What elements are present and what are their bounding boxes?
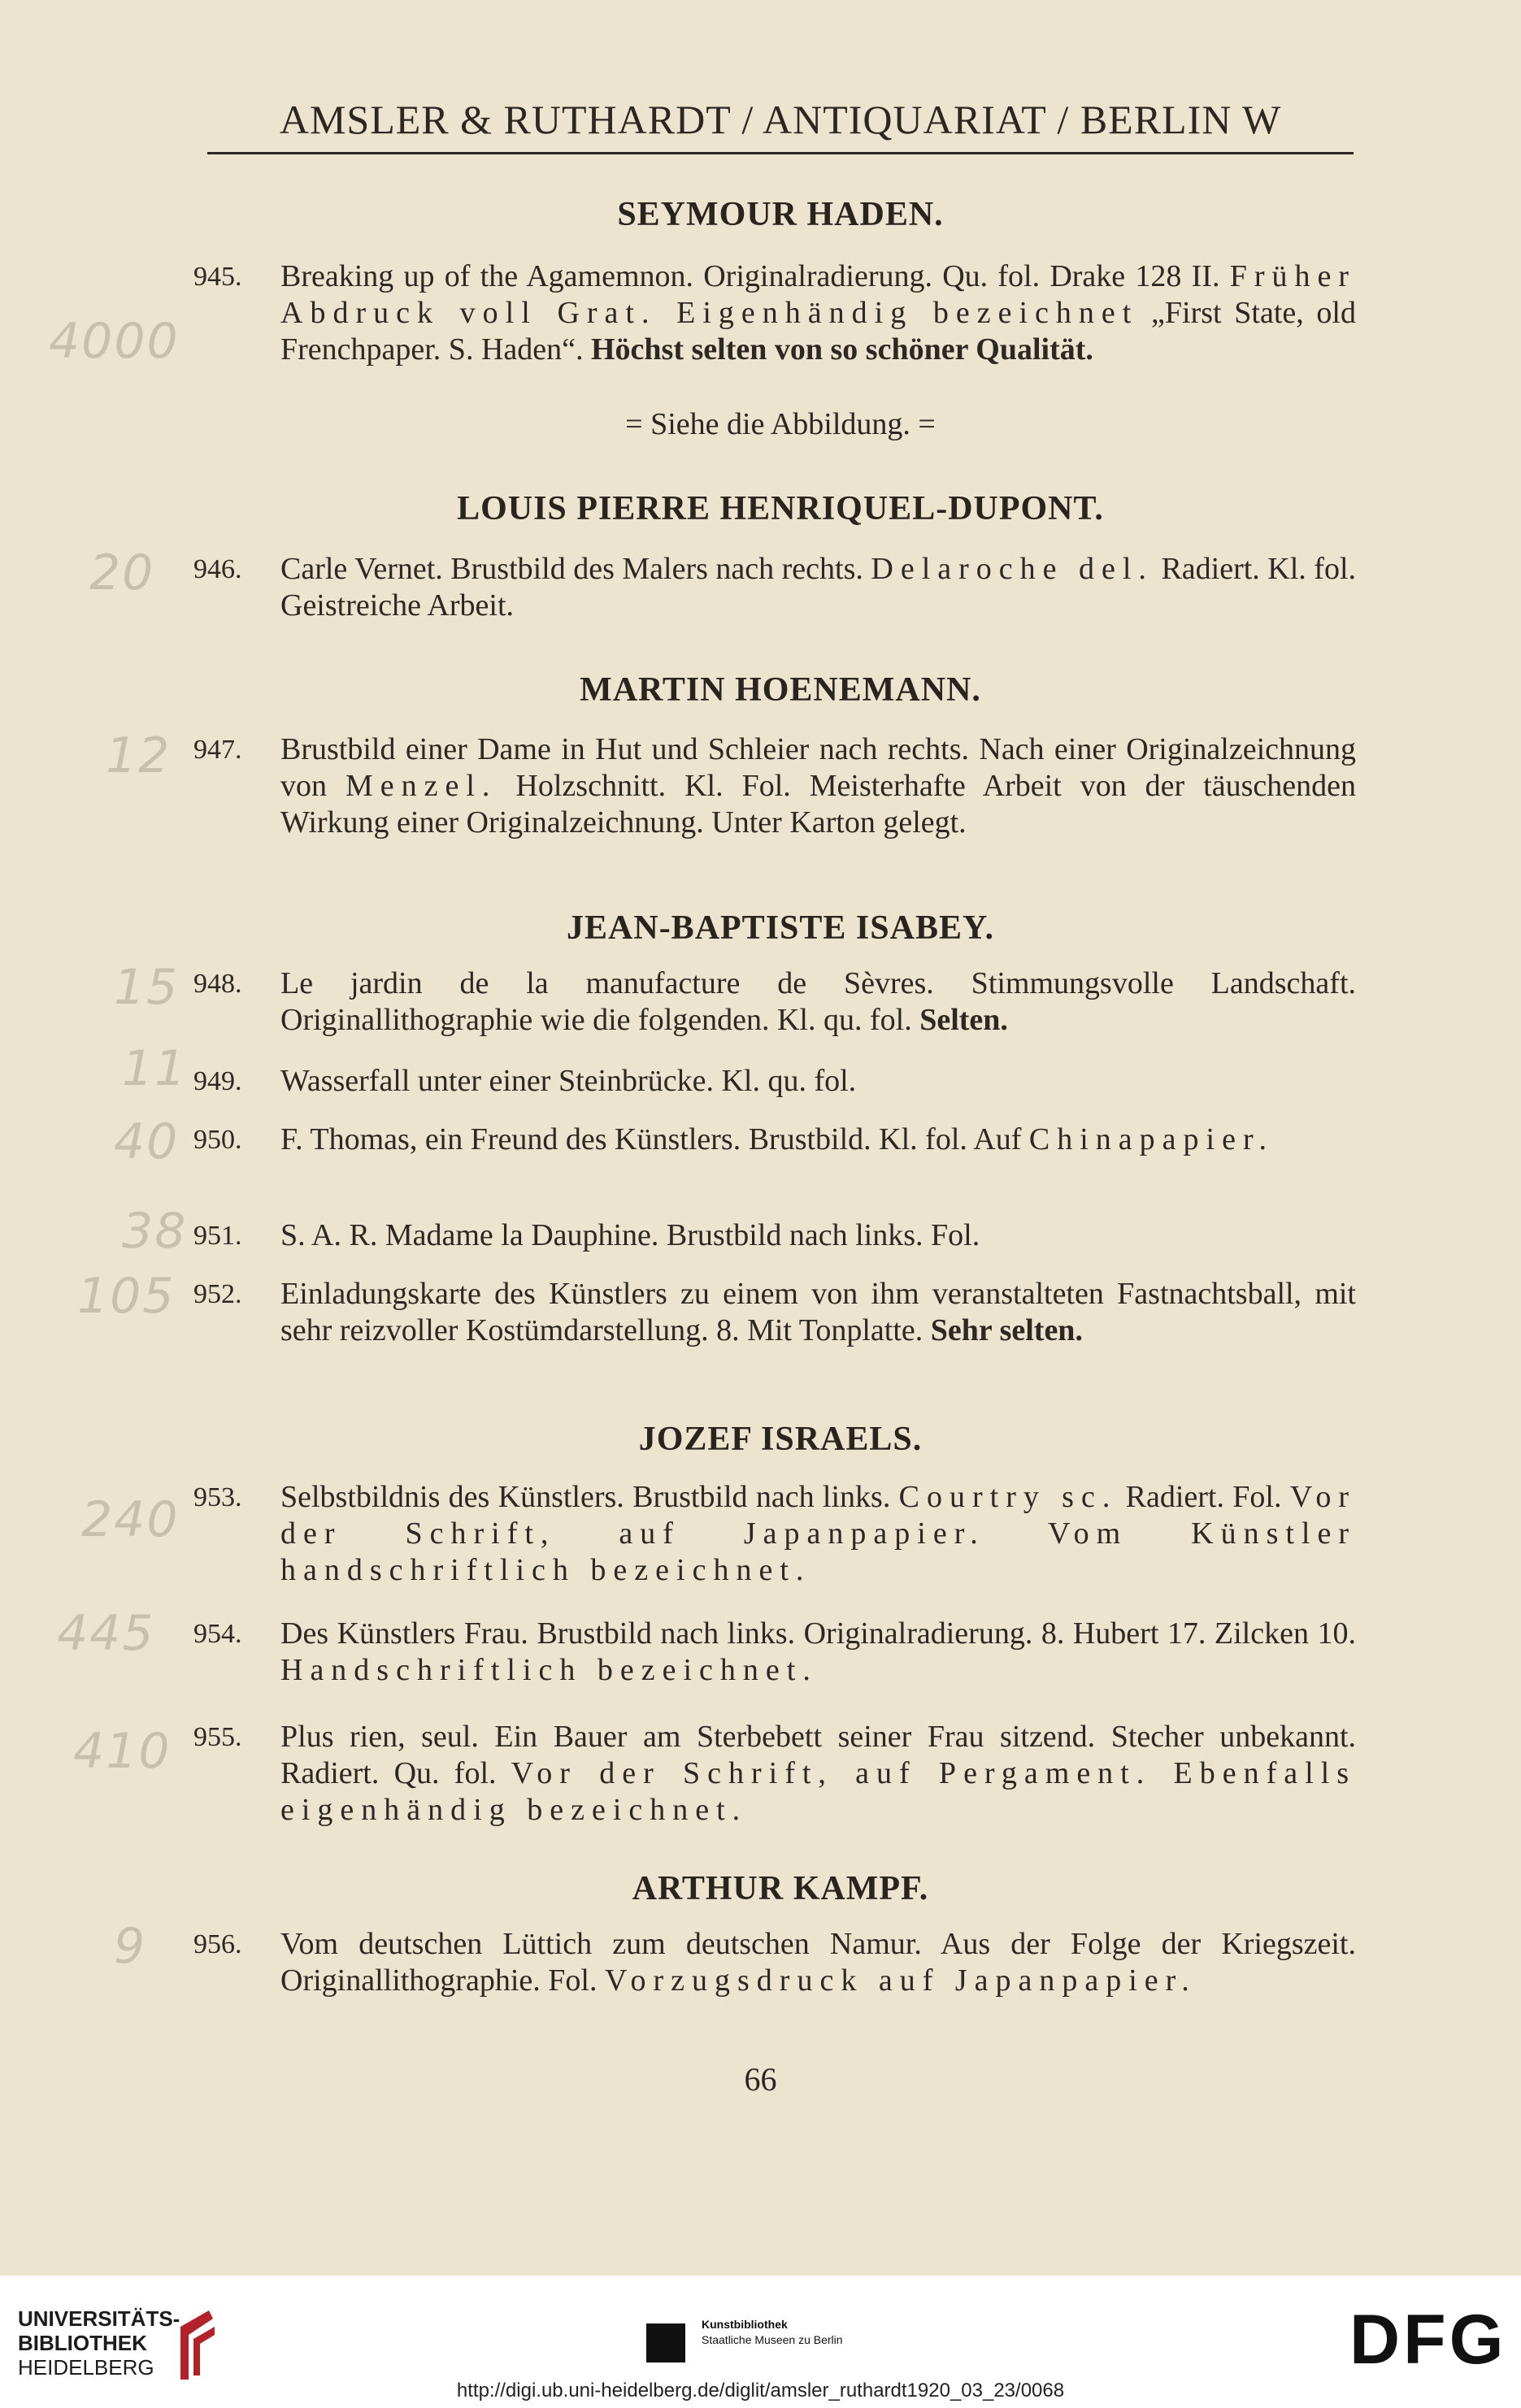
entry-number: 953.: [193, 1482, 242, 1512]
entry-description: Le jardin de la manufacture de Sèvres. Stimmungsvolle Landschaft. Originallithographie wie die folgenden. Kl. qu. fol.: [280, 966, 1356, 1037]
entry-spaced-text: Vorzugsdruck auf Japanpapier.: [604, 1963, 1197, 1998]
entry-spaced-text: Menzel.: [345, 769, 498, 803]
entry-description: Plus rien, seul. Ein Bauer am Sterbebett seiner Frau sitzend. Stecher unbekannt. Radiert. Qu. fol.: [280, 1720, 1356, 1790]
catalogue-entry-952: [193, 1276, 1356, 1349]
catalogue-entry-946: [193, 551, 1356, 624]
dfg-logo: DFG: [1349, 2301, 1507, 2379]
pencil-price: 20: [89, 545, 155, 601]
entry-spaced-text: Früher Abdruck voll Grat. Eigenhändig bezeichnet: [280, 259, 1357, 330]
catalogue-entry-953: [193, 1479, 1356, 1589]
permalink-url[interactable]: http://digi.ub.uni-heidelberg.de/diglit/amsler_ruthardt1920_03_23/0068: [456, 2380, 1065, 2401]
running-head: AMSLER & RUTHARDT / ANTIQUARIAT / BERLIN W: [279, 97, 1282, 142]
entry-description: Radiert. Kl. fol. Geistreiche Arbeit.: [280, 552, 1356, 623]
ub-emblem-icon: [164, 2306, 221, 2384]
section-heading: JEAN-BAPTISTE ISABEY.: [567, 909, 994, 947]
ub-logo-line: UNIVERSITÄTS-: [18, 2306, 180, 2331]
entry-spaced-text: Handschriftlich bezeichnet.: [280, 1653, 818, 1687]
entry-number: 954.: [193, 1619, 242, 1649]
entry-description: Holzschnitt. Kl. Fol. Meisterhafte Arbeit von der täuschenden Wirkung einer Originalzeichnung. Unter Karton gelegt.: [280, 769, 1356, 840]
entry-text: [280, 1276, 1356, 1349]
entry-number: 956.: [193, 1929, 242, 1959]
entry-number: 955.: [193, 1722, 242, 1752]
entry-text: [280, 731, 1356, 841]
pencil-price: 105: [77, 1268, 176, 1325]
entry-number: 950.: [193, 1125, 242, 1155]
catalogue-entry-951: [193, 1217, 1356, 1254]
entry-number: 951.: [193, 1221, 242, 1251]
entry-text: [280, 1719, 1356, 1829]
entry-description: F. Thomas, ein Freund des Künstlers. Brustbild. Kl. fol. Auf: [280, 1122, 1022, 1156]
pencil-price: 9: [114, 1918, 147, 1975]
catalogue-entry-949: [193, 1063, 1356, 1100]
entry-spaced-text: Delaroche del.: [871, 552, 1154, 586]
entry-number: 952.: [193, 1279, 242, 1309]
entry-text: [280, 1926, 1356, 1999]
entry-spaced-text: Courtry sc.: [898, 1480, 1118, 1514]
kunstbibliothek-mark-icon: [646, 2323, 685, 2362]
section-heading: ARTHUR KAMPF.: [632, 1870, 929, 1907]
catalogue-entry-955: [193, 1719, 1356, 1829]
entry-description: Carle Vernet. Brustbild des Malers nach rechts.: [280, 552, 863, 586]
catalogue-entry-945: [193, 258, 1356, 368]
pencil-price: 4000: [49, 313, 180, 370]
entry-text: [280, 1479, 1356, 1589]
entry-description: Des Künstlers Frau. Brustbild nach links. Originalradierung. 8. Hubert 17. Zilcken 10.: [280, 1616, 1356, 1651]
illustration-note: = Siehe die Abbildung. =: [625, 407, 936, 441]
digitization-footer: [0, 2276, 1521, 2408]
pencil-price: 240: [81, 1491, 180, 1548]
entry-text: [280, 1122, 1356, 1158]
university-library-logo: [18, 2306, 180, 2380]
entry-description: Wasserfall unter einer Steinbrücke. Kl. qu. fol.: [280, 1064, 857, 1098]
pencil-price: 11: [122, 1040, 188, 1097]
catalogue-entry-948: [193, 965, 1356, 1039]
entry-description: S. A. R. Madame la Dauphine. Brustbild nach links. Fol.: [280, 1218, 980, 1252]
section-heading: LOUIS PIERRE HENRIQUEL-DUPONT.: [457, 490, 1104, 527]
entry-text: [280, 965, 1356, 1039]
ub-logo-line: HEIDELBERG: [18, 2355, 154, 2380]
header-rule: [207, 152, 1354, 154]
entry-description: Brustbild einer Dame in Hut und Schleier nach rechts. Nach einer Originalzeichnung von: [280, 732, 1356, 803]
entry-spaced-text: Vor der Schrift, auf Pergament. Ebenfalls eigenhändig bezeichnet.: [280, 1756, 1356, 1827]
catalogue-entry-954: [193, 1616, 1356, 1689]
section-heading: SEYMOUR HADEN.: [617, 196, 944, 233]
entry-text: [280, 258, 1356, 368]
entry-number: 947.: [193, 735, 242, 765]
pencil-price: 410: [73, 1723, 172, 1780]
entry-description: Breaking up of the Agamemnon. Originalradierung. Qu. fol. Drake 128 II.: [280, 259, 1220, 293]
kunstbibliothek-name: Kunstbibliothek: [702, 2318, 788, 2331]
entry-bold-note: Höchst selten von so schöner Qualität.: [591, 332, 1093, 367]
section-heading: JOZEF ISRAELS.: [638, 1421, 923, 1458]
catalogue-entry-947: [193, 731, 1356, 841]
entry-number: 948.: [193, 969, 242, 999]
entry-number: 949.: [193, 1066, 242, 1096]
entry-bold-note: Selten.: [919, 1003, 1008, 1037]
entry-text: [280, 1616, 1356, 1689]
entry-description: „First State, old Frenchpaper. S. Haden“.: [280, 296, 1356, 367]
entry-number: 945.: [193, 262, 242, 292]
section-heading: MARTIN HOENEMANN.: [580, 671, 981, 709]
pencil-price: 38: [122, 1203, 188, 1260]
entry-text: [280, 551, 1356, 624]
entry-spaced-text: Vor der Schrift, auf Japanpapier. Vom Künstler handschriftlich bezeichnet.: [280, 1480, 1357, 1587]
pencil-price: 12: [106, 727, 172, 784]
entry-text: [280, 1217, 1356, 1254]
catalogue-entry-950: [193, 1122, 1356, 1158]
entry-description: Selbstbildnis des Künstlers. Brustbild nach links.: [280, 1480, 891, 1514]
entry-spaced-text: Chinapapier.: [1028, 1122, 1275, 1156]
entry-bold-note: Sehr selten.: [930, 1313, 1083, 1347]
entry-number: 946.: [193, 554, 242, 584]
pencil-price: 445: [57, 1605, 155, 1662]
ub-logo-line: BIBLIOTHEK: [18, 2331, 147, 2355]
entry-description: Radiert. Fol.: [1125, 1480, 1282, 1514]
entry-text: [280, 1063, 1356, 1100]
entry-description: Vom deutschen Lüttich zum deutschen Namur. Aus der Folge der Kriegszeit. Originallithographie. Fol.: [280, 1927, 1356, 1998]
page-number: 66: [744, 2061, 777, 2098]
pencil-price: 15: [114, 959, 180, 1016]
catalogue-entry-956: [193, 1926, 1356, 1999]
entry-description: Einladungskarte des Künstlers zu einem von ihm veranstalteten Fastnachtsball, mit sehr reizvoller Kostümdarstellung. 8. Mit Tonplatte.: [280, 1277, 1356, 1347]
kunstbibliothek-subtitle: Staatliche Museen zu Berlin: [702, 2333, 843, 2346]
pencil-price: 40: [114, 1113, 180, 1170]
